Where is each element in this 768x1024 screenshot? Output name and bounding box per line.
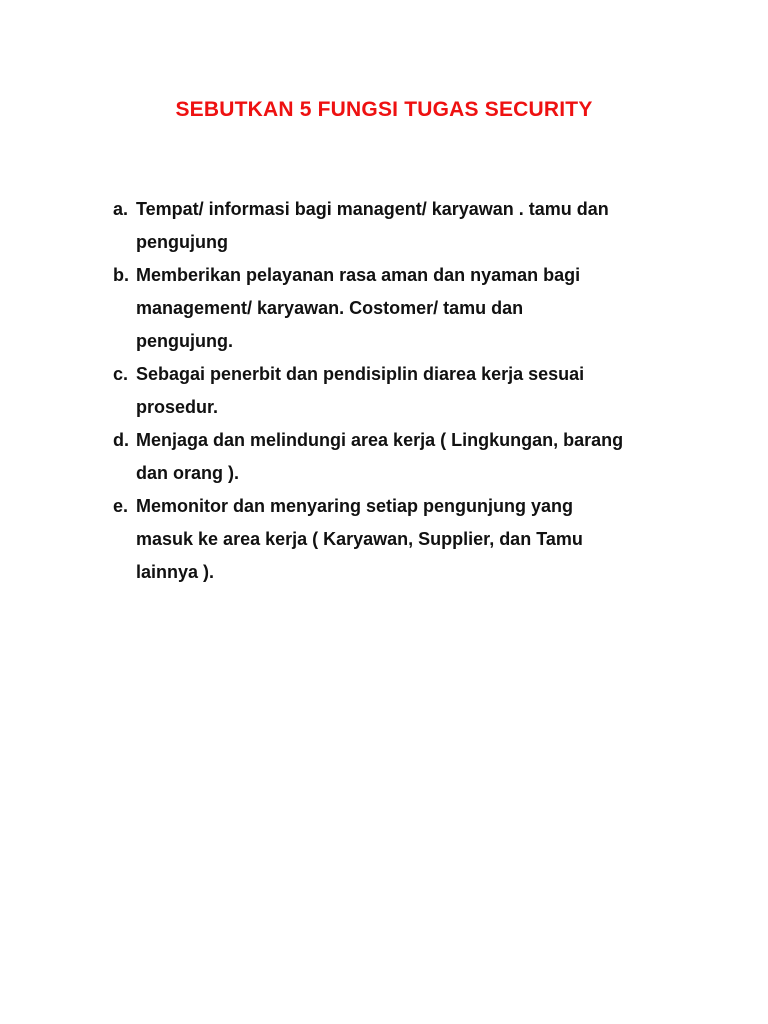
list-marker: c. bbox=[113, 364, 129, 384]
list-item-c bbox=[113, 358, 693, 424]
list-item-text: Tempat/ informasi bagi managent/ karyawan . tamu dan pengujung bbox=[136, 199, 609, 252]
function-list bbox=[113, 193, 693, 589]
list-marker: e. bbox=[113, 496, 129, 516]
document-title: SEBUTKAN 5 FUNGSI TUGAS SECURITY bbox=[175, 98, 593, 121]
list-item-text: Sebagai penerbit dan pendisiplin diarea kerja sesuai prosedur. bbox=[136, 364, 585, 417]
list-item-e bbox=[113, 490, 693, 589]
list-item-b bbox=[113, 259, 693, 358]
list-item-text: Memonitor dan menyaring setiap pengunjung yang masuk ke area kerja ( Karyawan, Supplier, dan Tamu lainnya ). bbox=[136, 496, 583, 582]
list-item-text: Memberikan pelayanan rasa aman dan nyaman bagi management/ karyawan. Costomer/ tamu dan pengujung. bbox=[136, 265, 581, 351]
list-item-a bbox=[113, 193, 693, 259]
list-marker: b. bbox=[113, 265, 129, 285]
list-item-text: Menjaga dan melindungi area kerja ( Lingkungan, barang dan orang ). bbox=[136, 430, 624, 483]
list-marker: a. bbox=[113, 199, 129, 219]
list-item-d bbox=[113, 424, 693, 490]
list-marker: d. bbox=[113, 430, 129, 450]
